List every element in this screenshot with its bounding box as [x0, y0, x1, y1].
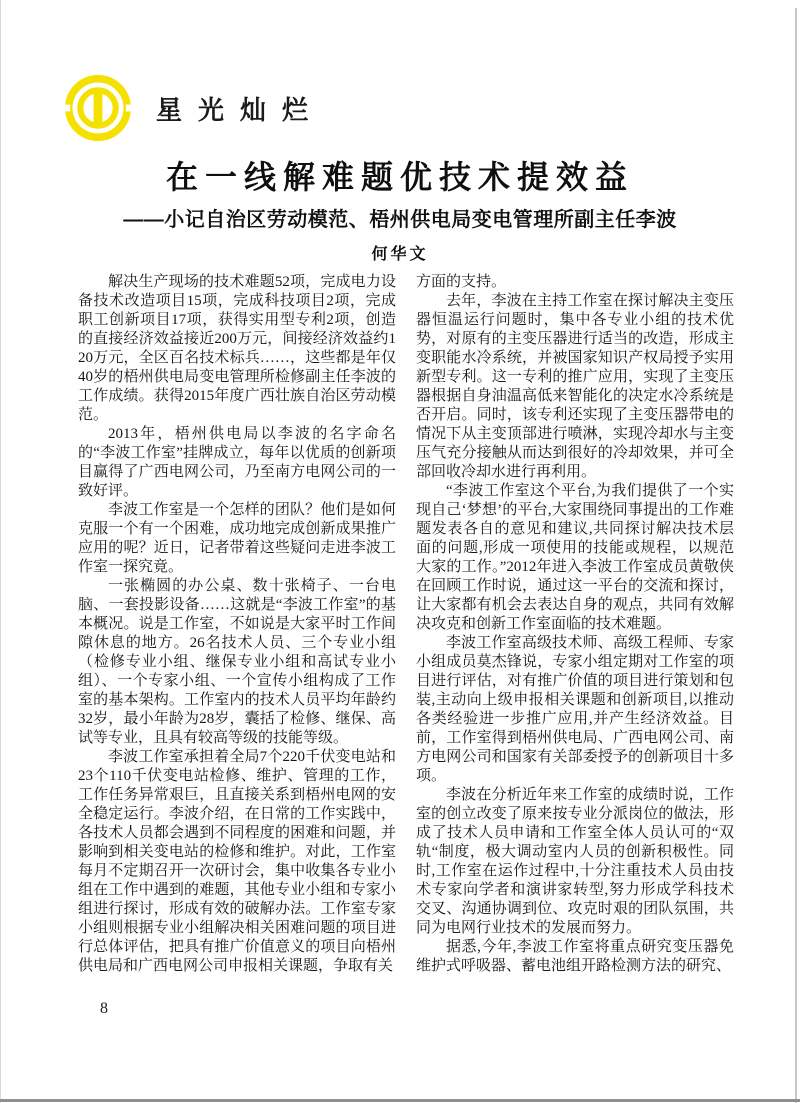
article-title: 在一线解难题优技术提效益 [165, 159, 634, 195]
paragraph: 李波工作室承担着全局7个220千伏变电站和23个110千伏变电站检修、维护、管理的工作，工作任务异常艰巨，且直接关系到梧州电网的安全稳定运行。李波介绍，在日常的工作实践中，各技术人员都会遇到不同程度的困难和问题，并影响到相关变电站的检修和维护。对此，工作室每月不定期召开一次研讨会，集中收集各专业小组在工作中遇到的难题，其他专业小组和专家小组进行探讨，形成有效的破解办法。工作室专家小组则根据专业小组解决相关困难问题的项目进行总体评估，把具有推广价值意义的项目向梧州供电局和广西电网公司申报相关课题，争取有关 [78, 749, 396, 974]
paragraph: “李波工作室这个平台,为我们提供了一个实现自己‘梦想’的平台,大家围绕同事提出的工作难题发表各自的意见和建议,共同探讨解决技术层面的问题,形成一项使用的技能或规程，以规范大家的工作。”2012年进入李波工作室成员黄敬侠在回顾工作时说，通过这一平台的交流和探讨，让大家都有机会去表达自身的观点，共同有效解决攻克和创新工作室面临的技术难题。 [416, 483, 734, 632]
paragraph: 解决生产现场的技术难题52项，完成电力设备技术改造项目15项，完成科技项目2项，完成职工创新项目17项，获得实用型专利2项，创造的直接经济效益接近200万元，间接经济效益约120万元，全区百名技术标兵……，这些都是年仅40岁的梧州供电局变电管理所检修副主任李波的工作成绩。获得2015年度广西壮族自治区劳动模范。 [78, 274, 396, 423]
body-column-right [416, 273, 734, 976]
article-body [78, 273, 734, 976]
article-author: 何华文 [371, 246, 429, 263]
paragraph: 李波在分析近年来工作室的成绩时说，工作室的创立改变了原来按专业分派岗位的做法，形成了技术人员申请和工作室全体人员认可的“双轨“制度，极大调动室内人员的创新积极性。同时,工作室在运作过程中,十分注重技术人员由技术专家向学者和演讲家转型,努力形成学科技术交叉、沟通协调到位、攻克时艰的团队氛围，共同为电网行业技术的发展而努力。 [416, 787, 734, 936]
column-name: 星光灿烂 [156, 94, 325, 125]
paragraph: 去年，李波在主持工作室在探讨解决主变压器恒温运行问题时，集中各专业小组的技术优势，对原有的主变压器进行适当的改造，形成主变职能水冷系统，并被国家知识产权局授予实用新型专利。这一专利的推广应用，实现了主变压器根据自身油温高低来智能化的决定水冷系统是否开启。同时，该专利还实现了主变压器带电的情况下从主变顶部进行喷淋，实现冷却水与主变压气充分接触从而达到很好的冷却效果，并可全部回收冷却水进行再利用。 [416, 293, 734, 480]
article-subtitle: ——小记自治区劳动模范、梧州供电局变电管理所副主任李波 [123, 209, 677, 231]
paragraph: 李波工作室是一个怎样的团队？他们是如何克服一个有一个困难，成功地完成创新成果推广应用的呢？近日，记者带着这些疑问走进李波工作室一探究竟。 [78, 502, 396, 575]
paragraph-continuation: 方面的支持。 [416, 274, 507, 290]
trade-union-logo-icon [64, 74, 132, 142]
page-number: 8 [100, 1000, 108, 1017]
body-column-left [78, 273, 396, 976]
paragraph: 2013年，梧州供电局以李波的名字命名的“李波工作室”挂牌成立，每年以优质的创新项目赢得了广西电网公司，乃至南方电网公司的一致好评。 [78, 426, 396, 499]
paragraph: 一张椭圆的办公桌、数十张椅子、一台电脑、一套投影设备……这就是“李波工作室”的基本概况。说是工作室，不如说是大家平时工作间隙休息的地方。26名技术人员、三个专业小组（检修专业小组、继保专业小组和高试专业小组）、一个专家小组、一个宣传小组构成了工作室的基本架构。工作室内的技术人员平均年龄约32岁，最小年龄为28岁，囊括了检修、继保、高试等专业，且具有较高等级的技能等级。 [78, 578, 396, 746]
paragraph: 据悉,今年,李波工作室将重点研究变压器免维护式呼吸器、蓄电池组开路检测方法的研究、 [416, 939, 734, 974]
column-masthead [64, 74, 324, 142]
paragraph: 李波工作室高级技术师、高级工程师、专家小组成员莫杰锋说，专家小组定期对工作室的项目进行评估，对有推广价值的项目进行策划和包装,主动向上级申报相关课题和创新项目,以推动各类经验进一步推广应用,并产生经济效益。目前，工作室得到梧州供电局、广西电网公司、南方电网公司和国家有关部委授予的创新项目十多项。 [416, 635, 734, 784]
page-edge-bottom [0, 1099, 800, 1102]
